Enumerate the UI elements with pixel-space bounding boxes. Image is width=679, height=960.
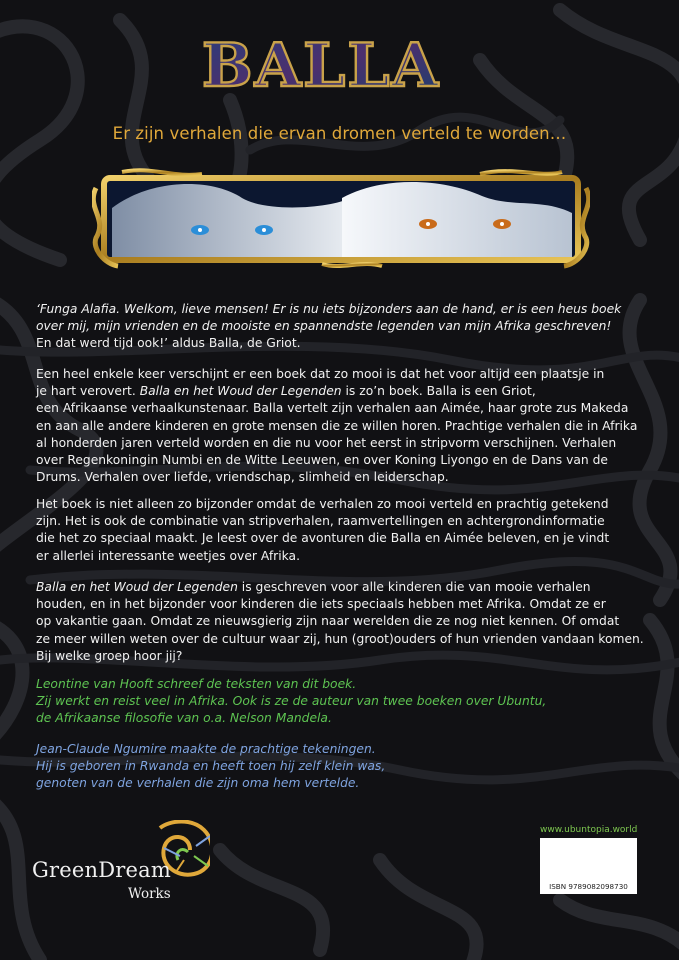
description-paragraph [36, 366, 648, 486]
text-line: Bij welke groep hoor jij? [36, 648, 183, 663]
text-line: al honderden jaren verteld worden en die nu voor het eerst in stripvorm verschijnen. Verhalen [36, 435, 617, 450]
text-line: Leontine van Hooft schreef de teksten van dit boek. [36, 677, 357, 691]
text-line [36, 579, 648, 596]
illustrator-bio [36, 741, 648, 793]
isbn-number: ISBN 9789082098730 [549, 882, 628, 891]
tagline: Er zijn verhalen die ervan dromen verteld te worden… [112, 124, 567, 143]
text-segment: is geschreven voor alle kinderen die van mooie verhalen [237, 580, 591, 594]
text-line: een Afrikaanse verhaalkunstenaar. Balla vertelt zijn verhalen aan Aimée, haar grote zus Makeda [36, 401, 629, 416]
text-line [36, 383, 648, 400]
intro-quote [36, 301, 648, 353]
text-line: ze meer willen weten over de cultuur waar zij, hun (groot)ouders of hun vrienden vandaan komen. [36, 631, 644, 646]
book-title: Balla en het Woud der Legenden [139, 384, 342, 399]
publisher-name: GreenDream [32, 858, 171, 882]
text-line: de Afrikaanse filosofie van o.a. Nelson Mandela. [36, 711, 332, 726]
text-line: Hij is geboren in Rwanda en heeft toen hij zelf klein was, [36, 759, 386, 774]
white-lions-banner [92, 168, 590, 270]
text-line: er allerlei interessante weetjes over Afrika. [36, 548, 300, 563]
combination-paragraph [36, 496, 648, 565]
author-bio [36, 676, 648, 728]
text-line: over Regenkoningin Numbi en de Witte Leeuwen, en over Koning Liyongo en de Dans van de [36, 453, 608, 468]
isbn-barcode-box [540, 838, 637, 894]
text-line: Het boek is niet alleen zo bijzonder omdat de verhalen zo mooi verteld en prachtig getekend [36, 497, 609, 511]
text-line: en aan alle andere kinderen en grote mensen die ze willen horen. Prachtige verhalen die in Afrika [36, 418, 638, 433]
text-line: ‘Funga Alafia. Welkom, lieve mensen! Er is nu iets bijzonders aan de hand, er is een heus boek [36, 302, 622, 316]
text-line: Jean-Claude Ngumire maakte de prachtige tekeningen. [36, 742, 376, 756]
website-url[interactable]: www.ubuntopia.world [540, 825, 638, 835]
text-segment: is zo’n boek. Balla is een Griot, [341, 384, 536, 399]
text-line: En dat werd tijd ook!’ aldus Balla, de Griot. [36, 336, 301, 351]
svg-text:BALLA: BALLA [201, 31, 441, 100]
text-line: op vakantie gaan. Omdat ze nieuwsgierig zijn naar werelden die ze nog niet kennen. Of omdat [36, 614, 620, 629]
publisher-subtitle: Works [128, 886, 171, 902]
balla-logo [196, 30, 446, 100]
audience-paragraph [36, 579, 648, 665]
text-line: Drums. Verhalen over liefde, vriendschap, slimheid en leiderschap. [36, 470, 449, 485]
text-line: Zij werkt en reist veel in Afrika. Ook is ze de auteur van twee boeken over Ubuntu, [36, 694, 547, 709]
book-title: Balla en het Woud der Legenden [36, 580, 238, 594]
text-line: zijn. Het is ook de combinatie van stripverhalen, raamvertellingen en achtergrondinformatie [36, 514, 605, 529]
text-line: Een heel enkele keer verschijnt er een boek dat zo mooi is dat het voor altijd een plaatsje in [36, 367, 605, 381]
text-line: houden, en in het bijzonder voor kinderen die iets speciaals hebben met Afrika. Omdat ze er [36, 597, 606, 612]
text-line: genoten van de verhalen die zijn oma hem vertelde. [36, 776, 360, 791]
text-line: over mij, mijn vrienden en de mooiste en spannendste legenden van mijn Afrika geschreven! [36, 319, 612, 334]
text-line: die het zo speciaal maakt. Je leest over de avonturen die Balla en Aimée beleven, en je vindt [36, 531, 610, 546]
text-segment: je hart verovert. [36, 384, 140, 399]
